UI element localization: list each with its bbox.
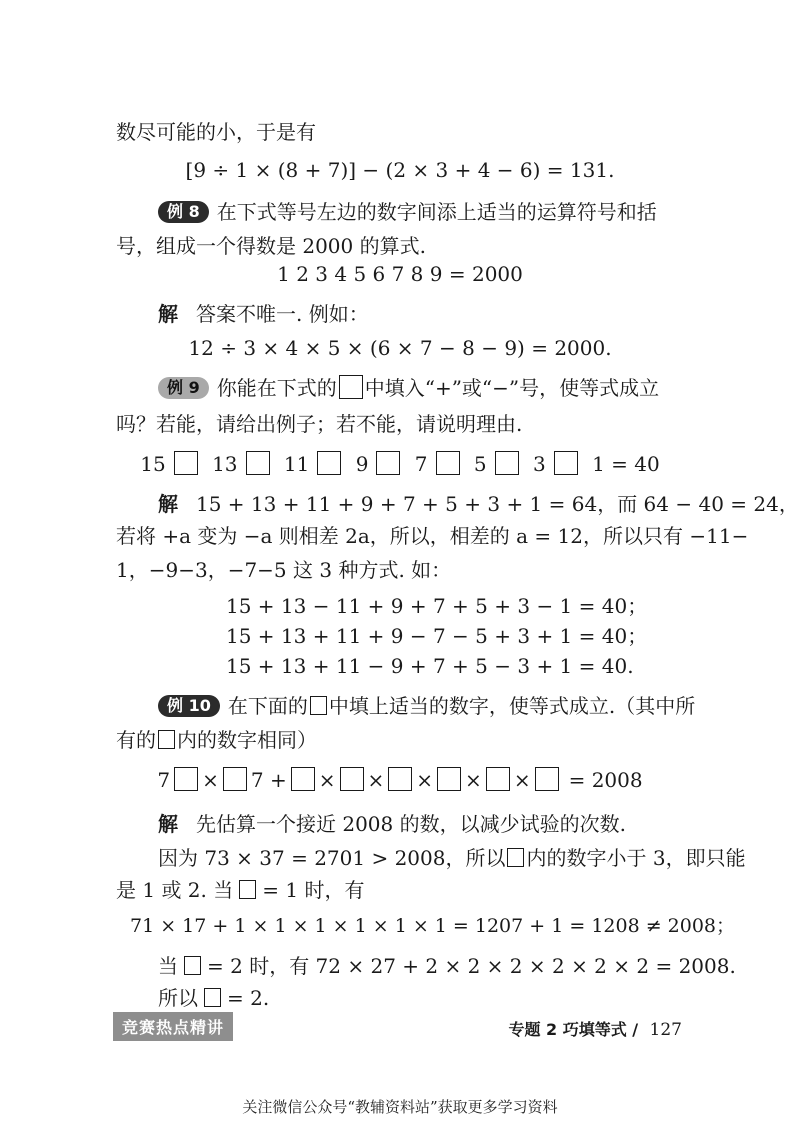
footer-section-tag: 竞赛热点精讲 bbox=[113, 1012, 233, 1041]
text-line: 1，−9−3，−7−5 这 3 种方式. 如： bbox=[116, 558, 452, 582]
text: 内的数字相同） bbox=[177, 728, 317, 752]
example-9-text: 中填入“+”或“−”号，使等式成立 bbox=[364, 376, 660, 400]
blank-box bbox=[376, 451, 400, 475]
blank-box bbox=[495, 451, 519, 475]
solution-8-line bbox=[158, 300, 369, 328]
example-10-equation bbox=[0, 766, 800, 794]
blank-box bbox=[317, 451, 341, 475]
solution-10-line6 bbox=[158, 984, 269, 1012]
text: 因为 73 × 37 = 2701 > 2008，所以 bbox=[158, 846, 506, 870]
solution-9-line bbox=[158, 490, 799, 518]
example-8-badge: 例 8 bbox=[158, 201, 209, 223]
number: 11 bbox=[283, 452, 310, 476]
operator: × bbox=[416, 768, 434, 792]
text-line: 数尽可能的小，于是有 bbox=[116, 120, 316, 144]
text-line: 吗？若能，请给出例子；若不能，请说明理由. bbox=[116, 412, 523, 436]
number: 7 bbox=[157, 768, 171, 792]
equation: 15 + 13 + 11 − 9 + 7 + 5 − 3 + 1 = 40. bbox=[226, 654, 634, 678]
operator: × bbox=[318, 768, 336, 792]
blank-box bbox=[184, 956, 201, 975]
number: 15 bbox=[140, 452, 166, 476]
solution-label: 解 bbox=[158, 302, 178, 326]
blank-box bbox=[223, 767, 247, 791]
example-8-line bbox=[158, 198, 657, 226]
blank-box bbox=[204, 988, 221, 1007]
number: 7 + bbox=[250, 768, 287, 792]
text: 是 1 或 2. 当 bbox=[116, 878, 234, 902]
blank-box bbox=[535, 767, 559, 791]
footer-topic-text: 专题 2 巧填等式 / bbox=[508, 1020, 639, 1039]
equation: [9 ÷ 1 × (8 + 7)] − (2 × 3 + 4 − 6) = 131. bbox=[185, 158, 615, 182]
example-9-equation bbox=[0, 450, 800, 478]
example-10-text: 在下面的 bbox=[227, 694, 308, 718]
number: 13 bbox=[212, 452, 238, 476]
equation: 15 + 13 + 11 + 9 − 7 − 5 + 3 + 1 = 40； bbox=[226, 624, 648, 648]
text: 所以 bbox=[158, 986, 198, 1010]
equation: 71 × 17 + 1 × 1 × 1 × 1 × 1 × 1 = 1207 + 1 = 1208 ≠ 2008； bbox=[130, 915, 736, 937]
solution-label: 解 bbox=[158, 492, 178, 516]
text-line: 号，组成一个得数是 2000 的算式. bbox=[116, 234, 426, 258]
solution-10-line3 bbox=[116, 876, 364, 904]
blank-box bbox=[158, 730, 175, 749]
solution-10-line2 bbox=[158, 844, 746, 872]
blank-box bbox=[436, 451, 460, 475]
blank-box bbox=[291, 767, 315, 791]
blank-box bbox=[437, 767, 461, 791]
text: 有的 bbox=[116, 728, 156, 752]
footer-topic bbox=[508, 1017, 682, 1040]
number: 3 bbox=[532, 452, 546, 476]
blank-box bbox=[246, 451, 270, 475]
number: 7 bbox=[414, 452, 428, 476]
text: 当 bbox=[158, 954, 178, 978]
result: = 2008 bbox=[568, 768, 643, 792]
text: = 2 时，有 72 × 27 + 2 × 2 × 2 × 2 × 2 × 2 = 2008. bbox=[207, 954, 736, 978]
solution-10-line5 bbox=[158, 952, 736, 980]
blank-box bbox=[486, 767, 510, 791]
operator: × bbox=[465, 768, 482, 792]
example-9-line bbox=[158, 374, 659, 402]
example-9-badge: 例 9 bbox=[158, 377, 209, 399]
blank-box bbox=[239, 880, 256, 899]
solution-text: 先估算一个接近 2008 的数，以减少试验的次数. bbox=[196, 812, 626, 836]
footer-slogan: 关注微信公众号“教辅资料站”获取更多学习资料 bbox=[242, 1098, 558, 1116]
example-9-text: 你能在下式的 bbox=[216, 376, 337, 400]
equation: 1 2 3 4 5 6 7 8 9 = 2000 bbox=[277, 262, 523, 286]
solution-text: 答案不唯一. 例如： bbox=[196, 302, 369, 326]
number: 5 bbox=[473, 452, 487, 476]
blank-box bbox=[507, 848, 524, 867]
blank-box bbox=[554, 451, 578, 475]
blank-box bbox=[174, 767, 198, 791]
example-10-line2 bbox=[116, 726, 317, 754]
example-10-line bbox=[158, 692, 695, 720]
page-number: 127 bbox=[649, 1020, 682, 1040]
number: 1 = 40 bbox=[592, 452, 660, 476]
number: 9 bbox=[355, 452, 369, 476]
blank-box bbox=[310, 696, 327, 715]
operator: × bbox=[513, 768, 531, 792]
solution-text: 15 + 13 + 11 + 9 + 7 + 5 + 3 + 1 = 64，而 64 − 40 = 24， bbox=[196, 492, 799, 516]
operator: × bbox=[367, 768, 385, 792]
text: 内的数字小于 3，即只能 bbox=[526, 846, 746, 870]
equation: 12 ÷ 3 × 4 × 5 × (6 × 7 − 8 − 9) = 2000. bbox=[188, 336, 612, 360]
solution-10-line bbox=[158, 810, 626, 838]
example-8-text: 在下式等号左边的数字间添上适当的运算符号和括 bbox=[216, 200, 657, 224]
blank-box bbox=[388, 767, 412, 791]
text: = 2. bbox=[227, 986, 270, 1010]
text-line: 若将 +a 变为 −a 则相差 2a，所以，相差的 a = 12，所以只有 −11− bbox=[116, 524, 749, 548]
operator: × bbox=[202, 768, 219, 792]
blank-box bbox=[339, 375, 363, 399]
solution-label: 解 bbox=[158, 812, 178, 836]
blank-box bbox=[340, 767, 364, 791]
blank-box bbox=[174, 451, 198, 475]
text: = 1 时，有 bbox=[262, 878, 365, 902]
example-10-badge: 例 10 bbox=[158, 695, 220, 717]
example-10-text: 中填上适当的数字，使等式成立.（其中所 bbox=[328, 694, 696, 718]
equation: 15 + 13 − 11 + 9 + 7 + 5 + 3 − 1 = 40； bbox=[226, 594, 648, 618]
